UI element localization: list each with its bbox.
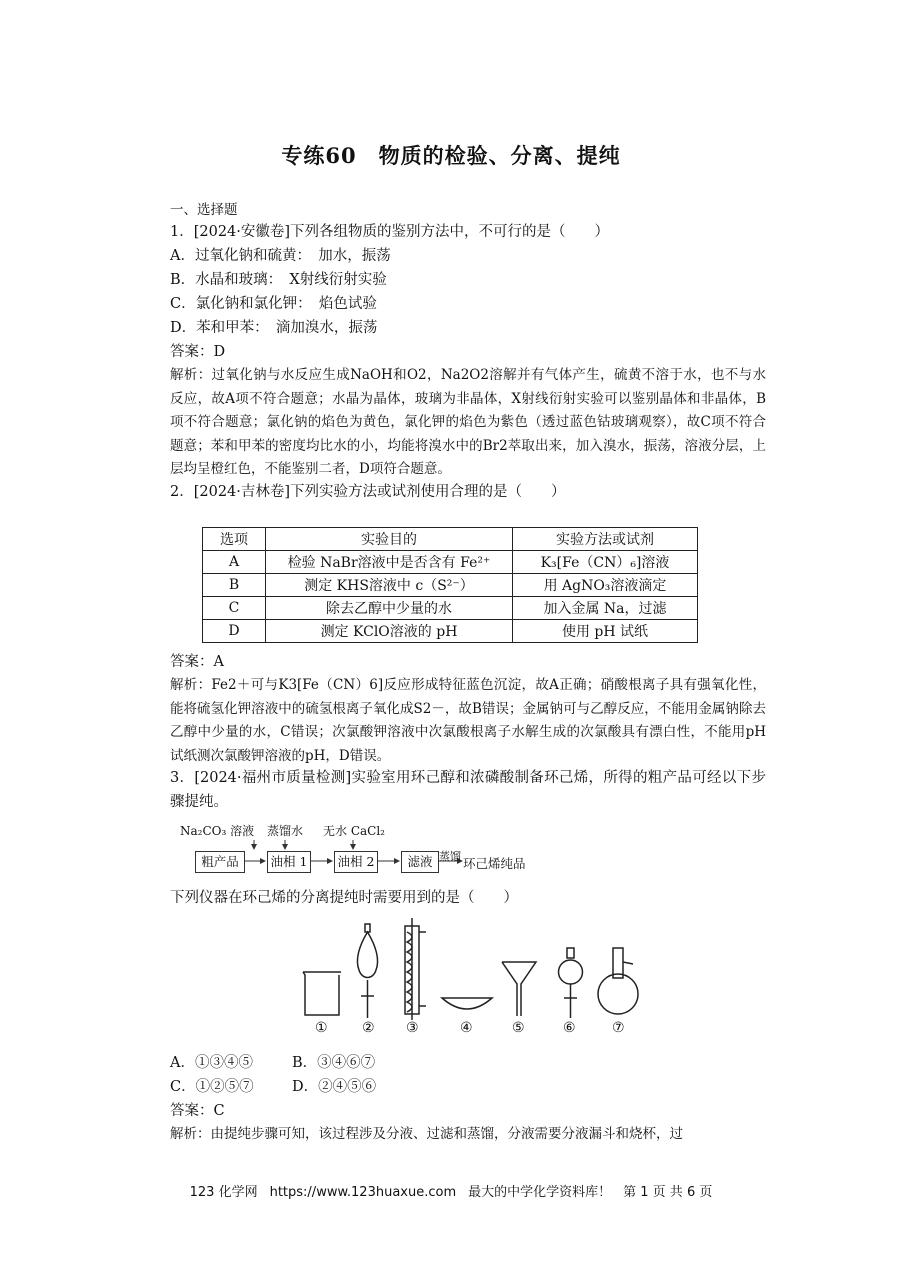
evaporating-dish-icon xyxy=(442,998,492,1009)
instrument-label: ④ xyxy=(460,1020,473,1036)
q3-option-c: C．①②⑤⑦ xyxy=(170,1079,254,1095)
q2-answer: 答案：A xyxy=(170,654,224,670)
q3-option-b: B．③④⑥⑦ xyxy=(292,1055,376,1071)
beaker-icon xyxy=(303,972,341,1015)
instrument-label: ⑤ xyxy=(512,1020,525,1036)
flow-reagent-1: Na₂CO₃ 溶液 xyxy=(180,824,255,838)
q3-option-d: D．②④⑤⑥ xyxy=(292,1079,377,1095)
header-aim: 实验目的 xyxy=(266,528,513,551)
q1-option-a: A．过氧化钠和硫黄： 加水，振荡 xyxy=(170,248,391,264)
flow-box-oil2: 油相 2 xyxy=(334,851,378,873)
row-aim: 测定 KHS溶液中 c（S²⁻） xyxy=(266,574,513,597)
header-method: 实验方法或试剂 xyxy=(513,528,698,551)
q3-instruments xyxy=(295,918,650,1022)
q1-answer: 答案：D xyxy=(170,344,226,360)
q3-answer: 答案：C xyxy=(170,1103,225,1119)
table-row xyxy=(203,597,698,620)
instrument-label: ⑥ xyxy=(563,1020,576,1036)
row-method: 加入金属 Na，过滤 xyxy=(513,597,698,620)
row-aim: 测定 KClO溶液的 pH xyxy=(266,620,513,643)
section-heading: 一、选择题 xyxy=(170,202,238,218)
table-row xyxy=(203,551,698,574)
page-footer xyxy=(0,1181,902,1200)
flow-reagent-2: 蒸馏水 xyxy=(267,824,304,838)
funnel-icon xyxy=(502,962,536,1016)
condenser-icon xyxy=(405,918,426,1020)
footer-page: 第 1 页 共 6 页 xyxy=(623,1185,713,1200)
q3-question: 下列仪器在环己烯的分离提纯时需要用到的是（ ） xyxy=(170,890,518,906)
row-option: B xyxy=(203,574,266,597)
globe-funnel-icon xyxy=(559,948,583,1018)
table-row xyxy=(203,620,698,643)
footer-url[interactable]: https://www.123huaxue.com xyxy=(269,1185,457,1200)
q3-analysis: 解析：由提纯步骤可知，该过程涉及分液、过滤和蒸馏，分液需要分液漏斗和烧杯，过 xyxy=(170,1126,683,1142)
q2-table xyxy=(202,527,698,643)
row-method: 用 AgNO₃溶液滴定 xyxy=(513,574,698,597)
instrument-label: ① xyxy=(315,1020,328,1036)
row-aim: 除去乙醇中少量的水 xyxy=(266,597,513,620)
row-option: D xyxy=(203,620,266,643)
instrument-label: ③ xyxy=(406,1020,419,1036)
row-aim: 检验 NaBr溶液中是否含有 Fe²⁺ xyxy=(266,551,513,574)
q1-stem: 1．[2024·安徽卷]下列各组物质的鉴别方法中，不可行的是（ ） xyxy=(170,224,610,240)
row-option: C xyxy=(203,597,266,620)
separatory-funnel-icon xyxy=(357,924,377,1018)
flow-reagent-3: 无水 CaCl₂ xyxy=(323,824,385,838)
q3-option-a: A．①③④⑤ xyxy=(170,1055,253,1071)
instrument-label: ② xyxy=(362,1020,375,1036)
row-option: A xyxy=(203,551,266,574)
page-title: 专练60 物质的检验、分离、提纯 xyxy=(281,143,621,168)
q1-option-c: C．氯化钠和氯化钾： 焰色试验 xyxy=(170,296,377,312)
flow-box-filtrate: 滤液 xyxy=(401,851,439,873)
q3-stem: 3．[2024·福州市质量检测]实验室用环己醇和浓磷酸制备环己烯，所得的粗产品可经以下步骤提纯。 xyxy=(170,770,766,810)
q2-stem: 2．[2024·吉林卷]下列实验方法或试剂使用合理的是（ ） xyxy=(170,484,566,500)
row-method: K₃[Fe（CN）₆]溶液 xyxy=(513,551,698,574)
footer-slogan: 最大的中学化学资料库！ xyxy=(468,1185,612,1200)
header-option: 选项 xyxy=(203,528,266,551)
row-method: 使用 pH 试纸 xyxy=(513,620,698,643)
flow-box-crude: 粗产品 xyxy=(195,851,245,873)
flow-product: 环己烯纯品 xyxy=(463,856,526,871)
footer-site: 123 化学网 xyxy=(189,1185,258,1200)
flow-box-oil1: 油相 1 xyxy=(267,851,311,873)
instrument-label: ⑦ xyxy=(612,1020,625,1036)
table-row xyxy=(203,574,698,597)
distilling-flask-icon xyxy=(598,948,638,1014)
table-header-row xyxy=(203,528,698,551)
q1-option-b: B．水晶和玻璃： X射线衍射实验 xyxy=(170,272,387,288)
q1-analysis: 解析：过氧化钠与水反应生成NaOH和O2，Na2O2溶解并有气体产生，硫黄不溶于水，也不与水反应，故A项不符合题意；水晶为晶体，玻璃为非晶体，X射线衍射实验可以鉴别晶体和非晶体，B项不符合题意；氯化钠的焰色为黄色，氯化钾的焰色为紫色（透过蓝色钴玻璃观察），故C项不符合题意；苯和甲苯的密度均比水的小，均能将溴水中的Br2萃取出来，加入溴水，振荡，溶液分层，上层均呈橙红色，不能鉴别二者，D项符合题意。 xyxy=(170,367,766,477)
flow-arrow-label: 蒸馏 xyxy=(439,850,461,863)
q2-analysis: 解析：Fe2＋可与K3[Fe（CN）6]反应形成特征蓝色沉淀，故A正确；硝酸根离子具有强氧化性，能将硫氢化钾溶液中的硫氢根离子氧化成S2－，故B错误；金属钠可与乙醇反应，不能用金属钠除去乙醇中少量的水，C错误；次氯酸钾溶液中次氯酸根离子水解生成的次氯酸具有漂白性，不能用pH试纸测次氯酸钾溶液的pH，D错误。 xyxy=(170,677,766,764)
q1-option-d: D．苯和甲苯： 滴加溴水，振荡 xyxy=(170,320,378,336)
